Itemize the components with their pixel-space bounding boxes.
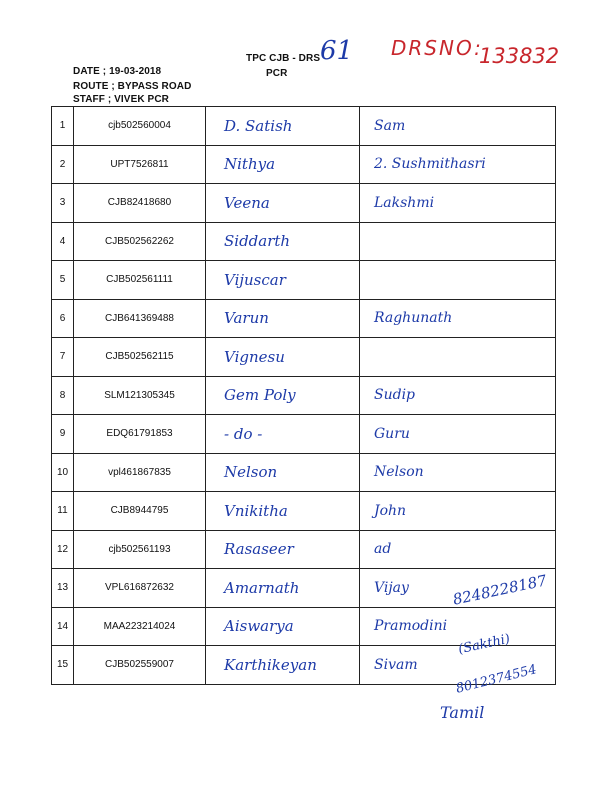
recipient-name — [206, 145, 360, 184]
staff-label: STAFF ; VIVEK PCR — [73, 94, 169, 105]
recipient-name — [206, 607, 360, 646]
handwritten-name: D. Satish — [224, 116, 293, 135]
recipient-signature — [360, 415, 556, 454]
handwritten-name: Gem Poly — [224, 386, 296, 405]
document-subtitle: PCR — [266, 68, 288, 79]
table-row — [52, 530, 556, 569]
consignment-code: CJB502562262 — [74, 222, 206, 261]
recipient-signature — [360, 453, 556, 492]
recipient-name — [206, 415, 360, 454]
consignment-code: SLM121305345 — [74, 376, 206, 415]
consignment-code: VPL616872632 — [74, 569, 206, 608]
table-row — [52, 453, 556, 492]
handwritten-name: Vignesu — [224, 347, 285, 366]
row-number: 8 — [52, 376, 74, 415]
row-number: 14 — [52, 607, 74, 646]
recipient-signature — [360, 338, 556, 377]
table-row — [52, 299, 556, 338]
handwritten-signature: 2. Sushmithasri — [374, 156, 486, 173]
handwritten-signature: Sivam — [374, 656, 418, 673]
table-row — [52, 261, 556, 300]
handwritten-name: Amarnath — [224, 578, 300, 597]
handwritten-name: Vnikitha — [224, 501, 288, 520]
recipient-name — [206, 569, 360, 608]
handwritten-name: Nelson — [224, 463, 278, 482]
document-title: TPC CJB - DRS — [246, 53, 321, 64]
row-number: 12 — [52, 530, 74, 569]
recipient-signature — [360, 145, 556, 184]
handwritten-signature: Sam — [374, 117, 406, 134]
recipient-name — [206, 299, 360, 338]
consignment-code: CJB502562115 — [74, 338, 206, 377]
handwritten-name: Nithya — [224, 155, 276, 174]
handwritten-signature — [360, 272, 374, 288]
recipient-name — [206, 530, 360, 569]
phone-number-1: 8248228187 — [451, 571, 549, 609]
consignment-code: cjb502560004 — [74, 107, 206, 146]
consignment-code: CJB502559007 — [74, 646, 206, 685]
consignment-code: cjb502561193 — [74, 530, 206, 569]
consignment-code: MAA223214024 — [74, 607, 206, 646]
recipient-signature — [360, 492, 556, 531]
recipient-signature — [360, 530, 556, 569]
row-number: 2 — [52, 145, 74, 184]
handwritten-signature: Pramodini — [374, 618, 448, 635]
row-number: 4 — [52, 222, 74, 261]
table-row — [52, 492, 556, 531]
recipient-name — [206, 222, 360, 261]
table-row — [52, 222, 556, 261]
handwritten-signature: Sudip — [374, 387, 416, 404]
consignment-code: CJB502561111 — [74, 261, 206, 300]
table-row — [52, 145, 556, 184]
recipient-name — [206, 453, 360, 492]
handwritten-signature: John — [374, 502, 407, 519]
handwritten-name: Siddarth — [224, 232, 291, 251]
row-number: 10 — [52, 453, 74, 492]
handwritten-name-2: Tamil — [440, 703, 485, 722]
handwritten-signature: Lakshmi — [374, 194, 435, 211]
row-number: 9 — [52, 415, 74, 454]
handwritten-signature — [360, 349, 374, 365]
row-number: 1 — [52, 107, 74, 146]
handwritten-name: Aiswarya — [224, 617, 294, 636]
handwritten-name: - do - — [224, 424, 263, 443]
recipient-signature — [360, 376, 556, 415]
table-row — [52, 107, 556, 146]
table-row — [52, 184, 556, 223]
consignment-code: CJB82418680 — [74, 184, 206, 223]
handwritten-name: Varun — [224, 309, 269, 328]
row-number: 11 — [52, 492, 74, 531]
recipient-name — [206, 184, 360, 223]
consignment-code: EDQ61791853 — [74, 415, 206, 454]
row-number: 3 — [52, 184, 74, 223]
date-label: DATE ; 19-03-2018 — [73, 66, 162, 77]
row-number: 15 — [52, 646, 74, 685]
handwritten-name: Veena — [224, 193, 270, 212]
handwritten-signature — [360, 233, 374, 249]
consignment-code: UPT7526811 — [74, 145, 206, 184]
handwritten-name: Rasaseer — [224, 540, 294, 559]
table-row — [52, 415, 556, 454]
recipient-name — [206, 107, 360, 146]
recipient-signature — [360, 222, 556, 261]
consignment-code: CJB641369488 — [74, 299, 206, 338]
consignment-code: vpl461867835 — [74, 453, 206, 492]
row-number: 6 — [52, 299, 74, 338]
recipient-name — [206, 376, 360, 415]
row-number: 5 — [52, 261, 74, 300]
handwritten-signature: Nelson — [374, 464, 424, 481]
recipient-name — [206, 261, 360, 300]
table-row — [52, 376, 556, 415]
recipient-name — [206, 492, 360, 531]
handwritten-name: Karthikeyan — [224, 655, 317, 674]
drs-number-label: DRSNO: — [391, 36, 483, 60]
table-row — [52, 338, 556, 377]
recipient-signature — [360, 299, 556, 338]
handwritten-signature: Guru — [374, 425, 410, 442]
handwritten-signature: Raghunath — [374, 310, 453, 327]
handwritten-name-1: (Sakthi) — [457, 631, 512, 658]
recipient-name — [206, 338, 360, 377]
handwritten-name: Vijuscar — [224, 270, 286, 289]
recipient-name — [206, 646, 360, 685]
recipient-signature — [360, 184, 556, 223]
handwritten-signature: Vijay — [374, 579, 409, 596]
recipient-signature — [360, 607, 556, 646]
recipient-signature — [360, 261, 556, 300]
drs-number-value: 133832 — [479, 44, 560, 68]
route-label: ROUTE ; BYPASS ROAD — [73, 81, 192, 92]
row-number: 7 — [52, 338, 74, 377]
row-number: 13 — [52, 569, 74, 608]
consignment-code: CJB8944795 — [74, 492, 206, 531]
recipient-signature — [360, 107, 556, 146]
handwritten-mark: 61 — [320, 36, 354, 66]
phone-number-2: 8012374554 — [454, 662, 539, 697]
handwritten-signature: ad — [374, 541, 392, 558]
